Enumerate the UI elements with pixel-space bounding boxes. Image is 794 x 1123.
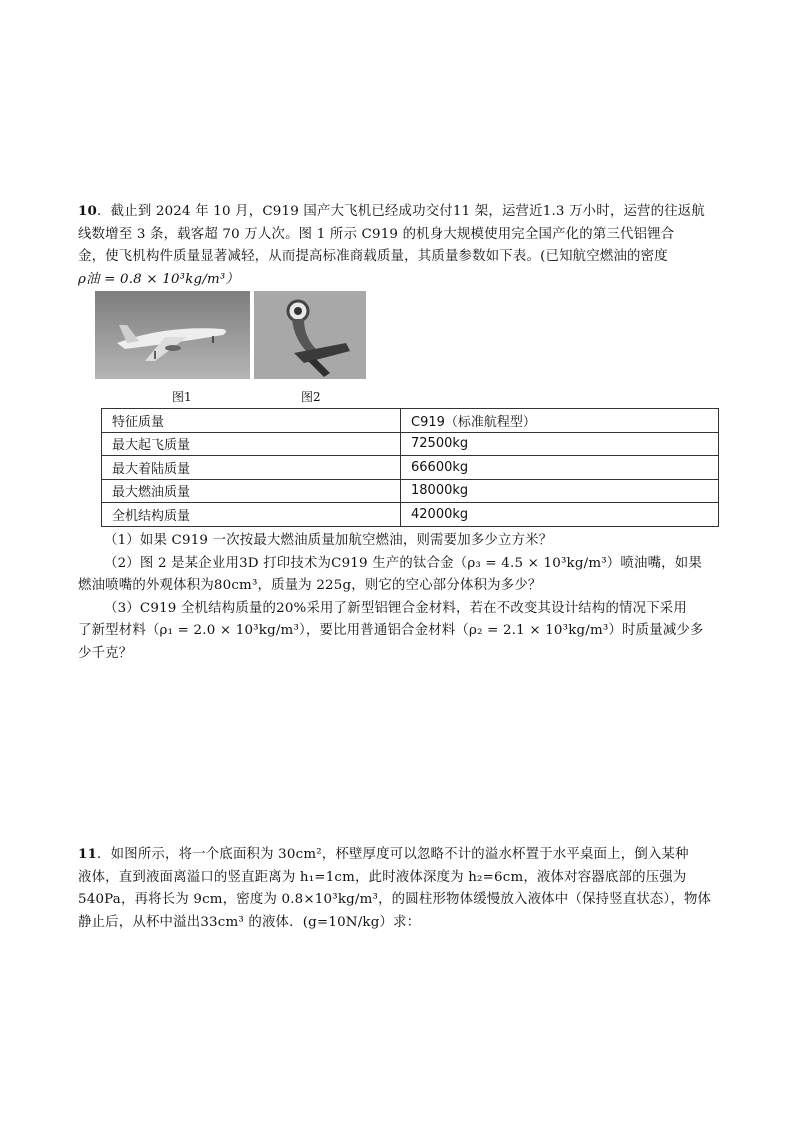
table-header-cell: C919（标准航程型）: [401, 409, 719, 433]
q10-number: 10: [78, 203, 98, 219]
q10-line-3: 金，使飞机构件质量显著减轻，从而提高标准商载质量，其质量参数如下表。(已知航空燃油的密度: [78, 249, 668, 264]
table-cell: 42000kg: [401, 503, 719, 527]
q10-line-1: ．截止到 2024 年 10 月，C919 国产大飞机已经成功交付11 架，运营近1.3 万小时，运营的往返航: [97, 204, 705, 219]
table-row: [102, 456, 719, 480]
q10-subquestions: [78, 530, 718, 665]
q10-intro: [78, 200, 718, 291]
q10-sub3-line-2: 了新型材料（ρ₁ = 2.0 × 10³kg/m³），要比用普通铝合金材料（ρ₂ = 2.1 × 10³kg/m³）时质量减少多: [78, 623, 704, 638]
mass-parameters-table: [101, 408, 719, 527]
fuel-density-formula: ρ油 = 0.8 × 10³kg/m³）: [78, 271, 240, 287]
q11-line-4: 静止后，从杯中溢出33cm³ 的液体．(g=10N/kg）求：: [78, 914, 421, 930]
table-row: [102, 432, 719, 456]
q11-line-3: 540Pa，再将长为 9cm，密度为 0.8×10³kg/m³，的圆柱形物体缓慢放入液体中（保持竖直状态），物体: [78, 892, 712, 907]
table-cell: 最大起飞质量: [102, 432, 401, 456]
q11-text: [78, 843, 718, 934]
q10-sub2-line-1: （2）图 2 是某企业用3D 打印技术为C919 生产的钛合金（ρ₃ = 4.5 × 10³kg/m³）喷油嘴，如果: [104, 555, 702, 571]
table-header-row: [102, 409, 719, 433]
airplane-image: [95, 291, 250, 379]
table-cell: 最大着陆质量: [102, 456, 401, 480]
q10-line-2: 线数增至 3 条，载客超 70 万人次。图 1 所示 C919 的机身大规模使用完全国产化的第三代铝锂合: [78, 226, 675, 242]
table-row: [102, 479, 719, 503]
q11-line-1: ．如图所示，将一个底面积为 30cm²，杯壁厚度可以忽略不计的溢水杯置于水平桌面上，倒入某种: [97, 847, 689, 862]
q11-number: 11: [78, 846, 98, 862]
table-row: [102, 503, 719, 527]
table-cell: 全机结构质量: [102, 503, 401, 527]
table-cell: 66600kg: [401, 456, 719, 480]
figure-2-caption: 图2: [301, 390, 321, 404]
q10-sub3-line-3: 少千克？: [78, 645, 133, 661]
q11-line-2: 液体，直到液面离溢口的竖直距离为 h₁=1cm，此时液体深度为 h₂=6cm，液体对容器底部的压强为: [78, 869, 687, 885]
figure-1-caption: 图1: [172, 390, 192, 404]
q10-sub3-line-1: （3）C919 全机结构质量的20%采用了新型铝锂合金材料，若在不改变其设计结构的情况下采用: [104, 600, 687, 616]
figure-1-airplane-photo: [95, 291, 250, 379]
table-cell: 18000kg: [401, 479, 719, 503]
fuel-nozzle-image: [254, 291, 366, 379]
table-header-cell: 特征质量: [102, 409, 401, 433]
figure-2-nozzle-photo: [254, 291, 366, 379]
table-cell: 最大燃油质量: [102, 479, 401, 503]
q10-sub1: （1）如果 C919 一次按最大燃油质量加航空燃油，则需要加多少立方米？: [104, 533, 553, 548]
table-cell: 72500kg: [401, 432, 719, 456]
q10-sub2-line-2: 燃油喷嘴的外观体积为80cm³，质量为 225g，则它的空心部分体积为多少？: [78, 578, 542, 593]
